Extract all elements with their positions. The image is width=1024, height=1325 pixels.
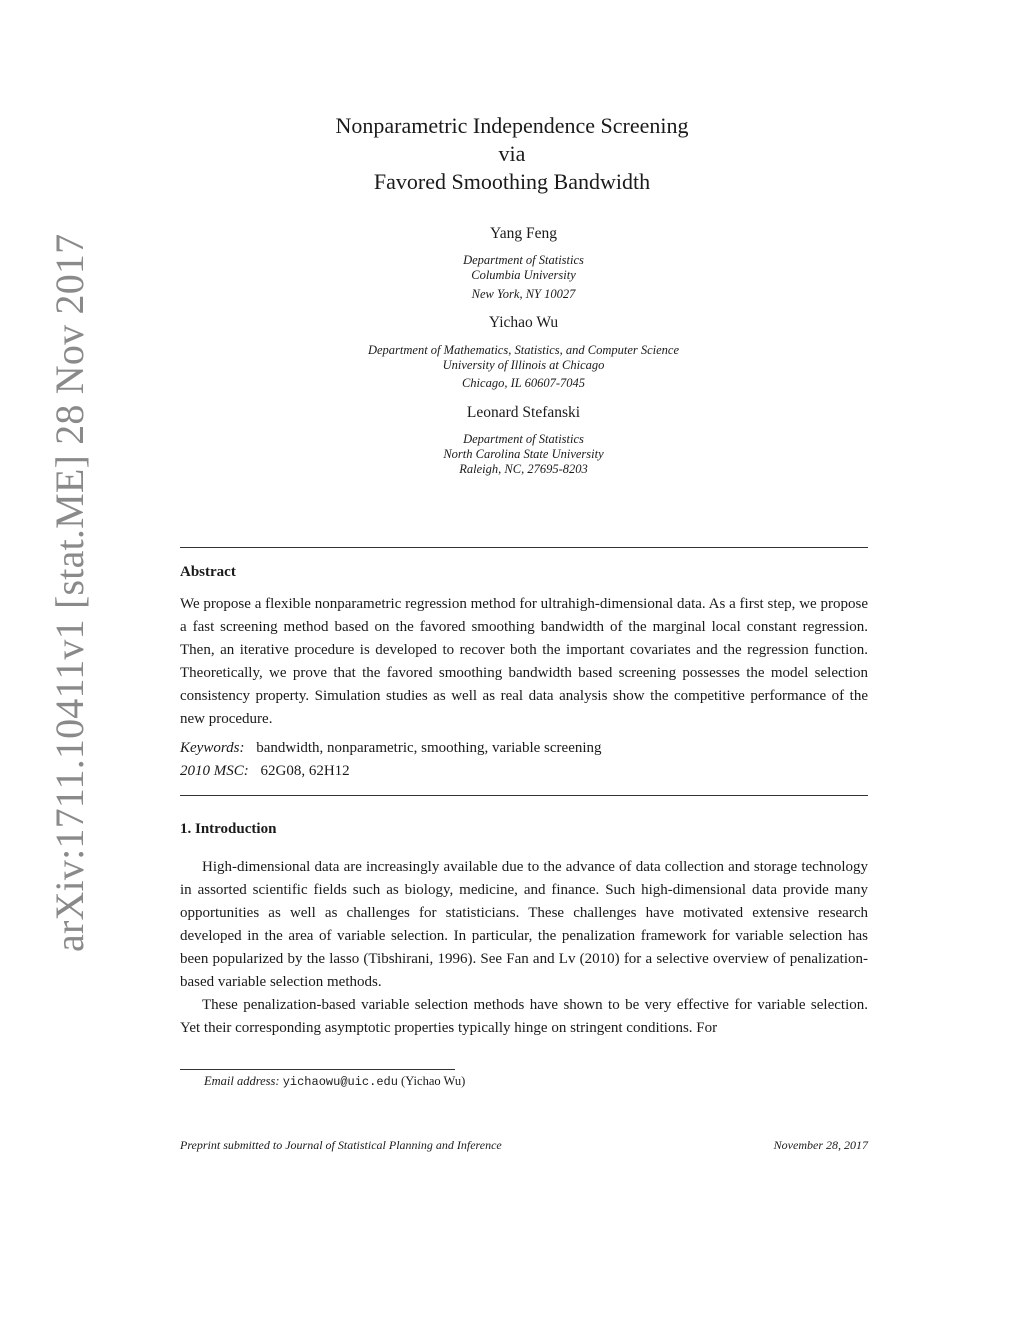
author-affiliation: Department of Statistics [463, 432, 584, 446]
author-affiliation: Department of Statistics [463, 253, 584, 267]
author-address: Chicago, IL 60607-7045 [461, 376, 586, 390]
intro-paragraph: High-dimensional data are increasingly available due to the advance of data collection and storage technology in assorted scientific fields such as biology, medicine, and finance. Such high-dimensional data provide many opportunities as well as challenges for statisticians. These challenges have motivated extensive research developed in the area of variable selection. In particular, the penalization framework for variable selection has been popularized by the lasso (Tibshirani, 1996). See Fan and Lv (2010) for a selective overview of penalization-based variable selection methods. [180, 859, 868, 990]
preprint-date: November 28, 2017 [773, 1138, 868, 1152]
msc-codes [180, 763, 350, 780]
author-affiliation: University of Illinois at Chicago [442, 358, 605, 372]
intro-paragraph: These penalization-based variable selection methods have shown to be very effective for variable selection. Yet their corresponding asymptotic properties typically hinge on stringent conditions. For [180, 997, 868, 1036]
abstract-body: We propose a flexible nonparametric regression method for ultrahigh-dimensional data. As a first step, we propose a fast screening method based on the favored smoothing bandwidth of the marginal local constant regression. Then, an iterative procedure is developed to recover both the important covariates and the regression function. Theoretically, we prove that the favored smoothing bandwidth based screening possesses the model selection consistency property. Simulation studies as well as real data analysis show the competitive performance of the new procedure. [180, 596, 868, 727]
author-affiliation: Department of Mathematics, Statistics, and Computer Science [367, 343, 680, 357]
author-name: Yichao Wu [488, 314, 559, 331]
author-address: New York, NY 10027 [471, 287, 576, 301]
author-address: Raleigh, NC, 27695-8203 [459, 462, 588, 476]
author-name: Leonard Stefanski [466, 404, 581, 421]
intro-heading: 1. Introduction [180, 821, 277, 837]
author-name: Yang Feng [490, 225, 557, 242]
author-affiliation: Columbia University [471, 268, 576, 282]
title-line-2: via [498, 141, 526, 166]
author-affiliation: North Carolina State University [443, 447, 604, 461]
paper-title [0, 112, 1024, 196]
footnote-owner: (Yichao Wu) [401, 1074, 466, 1088]
msc-label: 2010 MSC: [180, 763, 249, 779]
footnote-rule [180, 1069, 455, 1070]
footnote-label: Email address: [204, 1074, 280, 1088]
footnote [204, 1074, 465, 1089]
preprint-footer [180, 1138, 868, 1153]
title-line-1: Nonparametric Independence Screening [335, 113, 689, 138]
abstract-heading: Abstract [180, 564, 236, 580]
msc-value: 62G08, 62H12 [260, 763, 350, 779]
preprint-journal: Preprint submitted to Journal of Statistical Planning and Inference [180, 1138, 502, 1152]
keywords [180, 740, 602, 757]
title-line-3: Favored Smoothing Bandwidth [373, 169, 651, 194]
footnote-email[interactable]: yichaowu@uic.edu [282, 1075, 398, 1089]
abstract-bottom-rule [180, 795, 868, 796]
keywords-value: bandwidth, nonparametric, smoothing, variable screening [256, 740, 602, 756]
keywords-label: Keywords: [180, 740, 245, 756]
arxiv-stamp: arXiv:1711.10411v1 [stat.ME] 28 Nov 2017 [47, 233, 92, 952]
abstract-top-rule [180, 547, 868, 548]
